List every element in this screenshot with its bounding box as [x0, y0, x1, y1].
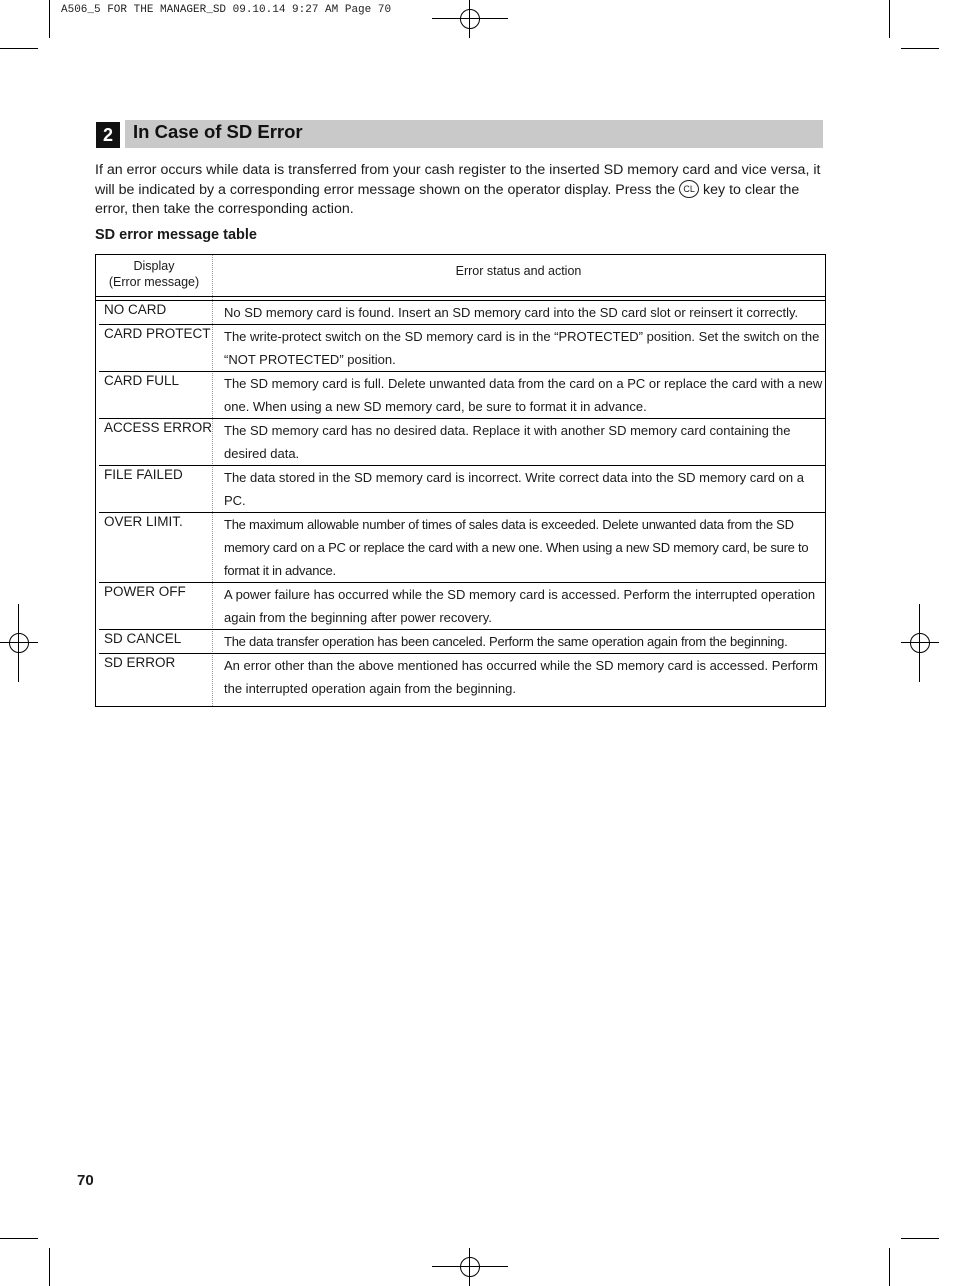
registration-line	[18, 604, 19, 682]
table-row	[96, 301, 825, 325]
row-display: SD CANCEL	[104, 631, 182, 646]
intro-text-end: key to clear the error, then take the corresponding action.	[95, 181, 800, 217]
table-row	[96, 466, 825, 513]
row-description: The data stored in the SD memory card is incorrect. Write correct data into the SD memory card on a PC.	[224, 470, 804, 508]
registration-line	[919, 604, 920, 682]
cl-key-icon: CL	[679, 180, 699, 198]
header-display-line1: Display	[133, 259, 175, 273]
registration-line	[432, 1266, 508, 1267]
table-row	[96, 583, 825, 630]
registration-mark-left	[0, 624, 38, 662]
row-description: No SD memory card is found. Insert an SD memory card into the SD card slot or reinsert it correctly.	[224, 305, 799, 320]
page-number: 70	[77, 1172, 94, 1189]
crop-mark	[901, 1238, 939, 1239]
row-display: POWER OFF	[104, 584, 186, 599]
row-description: The write-protect switch on the SD memory card is in the “PROTECTED” position. Set the switch on the “NOT PROTECTED” position.	[224, 329, 820, 367]
table-row	[96, 630, 825, 654]
table-row	[96, 654, 825, 700]
section-title-bar	[125, 120, 823, 148]
section-heading	[96, 120, 823, 148]
header-display	[96, 259, 212, 290]
table-row	[96, 372, 825, 419]
table-row	[96, 513, 825, 583]
crop-mark	[0, 1238, 38, 1239]
registration-mark-top	[451, 0, 489, 38]
print-slug: A506_5 FOR THE MANAGER_SD 09.10.14 9:27 AM Page 70	[61, 4, 392, 16]
registration-mark-right	[901, 624, 939, 662]
header-status: Error status and action	[455, 264, 582, 278]
row-description: A power failure has occurred while the SD memory card is accessed. Perform the interrupted operation again from the beginning after power recovery.	[224, 587, 816, 625]
table-rows	[96, 301, 825, 700]
section-title: In Case of SD Error	[133, 121, 303, 142]
crop-mark	[0, 48, 38, 49]
row-display: CARD FULL	[104, 373, 180, 388]
crop-mark	[49, 1248, 50, 1286]
crop-mark	[49, 0, 50, 38]
row-description: The SD memory card is full. Delete unwanted data from the card on a PC or replace the card with a new one. When using a new SD memory card, be sure to format it in advance.	[224, 376, 823, 414]
table-header	[96, 255, 825, 296]
table-row	[96, 325, 825, 372]
row-display: SD ERROR	[104, 655, 176, 670]
row-display: OVER LIMIT.	[104, 514, 183, 529]
sd-error-table	[95, 254, 826, 707]
row-description: The SD memory card has no desired data. Replace it with another SD memory card containing the desired data.	[224, 423, 791, 461]
crop-mark	[889, 1248, 890, 1286]
section-number: 2	[96, 122, 120, 148]
intro-paragraph	[95, 161, 827, 220]
intro-text: If an error occurs while data is transferred from your cash register to the inserted SD memory card and vice versa, it will be indicated by a corresponding error message shown on the operator display. Press the	[95, 162, 821, 198]
crop-mark	[889, 0, 890, 38]
row-description: The data transfer operation has been canceled. Perform the same operation again from the beginning.	[224, 634, 788, 649]
row-description: The maximum allowable number of times of sales data is exceeded. Delete unwanted data from the SD memory card on a PC or replace the card with a new one. When using a new SD memory card, be sure to format it in advance.	[224, 517, 809, 578]
registration-mark-bottom	[451, 1248, 489, 1286]
crop-mark	[901, 48, 939, 49]
row-display: NO CARD	[104, 302, 167, 317]
row-display: CARD PROTECT	[104, 326, 211, 341]
row-display: ACCESS ERROR	[104, 420, 213, 435]
row-display: FILE FAILED	[104, 467, 183, 482]
header-display-line2: (Error message)	[108, 274, 200, 289]
row-description: An error other than the above mentioned has occurred while the SD memory card is accessed. Perform the interrupted operation again from the beginning.	[224, 658, 818, 696]
table-row	[96, 419, 825, 466]
registration-line	[432, 18, 508, 19]
table-title: SD error message table	[95, 227, 257, 243]
